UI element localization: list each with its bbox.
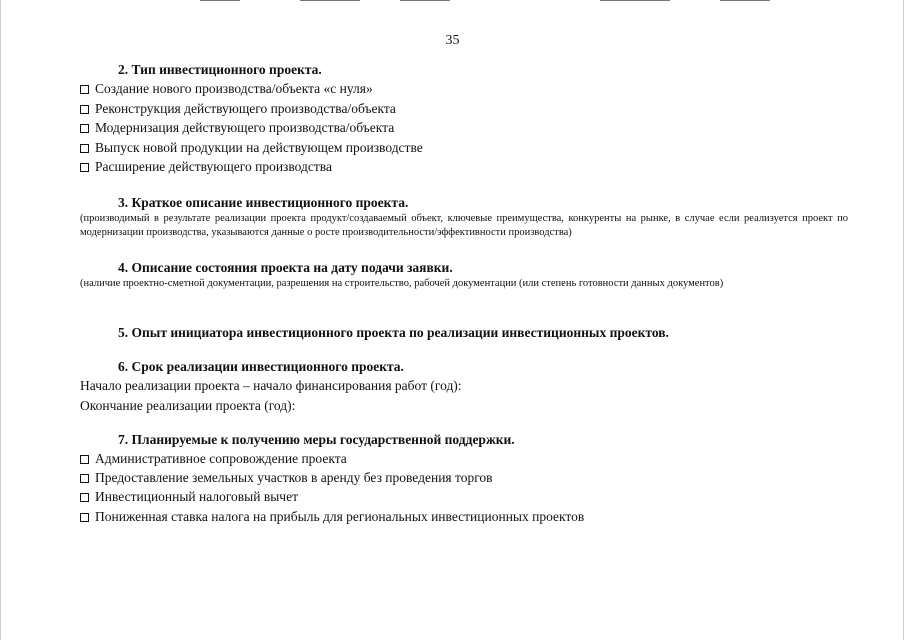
option-label: Выпуск новой продукции на действующем производстве	[95, 140, 423, 155]
implementation-end-label: Окончание реализации проекта (год):	[80, 398, 296, 413]
section-title-short-description: 3. Краткое описание инвестиционного проекта.	[118, 195, 409, 210]
implementation-start-label: Начало реализации проекта – начало финансирования работ (год):	[80, 378, 462, 393]
checkbox-icon[interactable]	[80, 163, 89, 172]
checkbox-option[interactable]	[80, 470, 493, 486]
checkbox-icon[interactable]	[80, 85, 89, 94]
section-note-project-status: (наличие проектно-сметной документации, разрешения на строительство, рабочей документации (или степень готовности данных документов)	[80, 278, 724, 289]
checkbox-option[interactable]	[80, 81, 373, 97]
page-right-edge	[903, 0, 904, 640]
option-label: Предоставление земельных участков в аренду без проведения торгов	[95, 470, 493, 485]
scan-mark	[400, 0, 450, 1]
checkbox-icon[interactable]	[80, 493, 89, 502]
checkbox-icon[interactable]	[80, 124, 89, 133]
scan-mark	[600, 0, 670, 1]
section-title-project-status: 4. Описание состояния проекта на дату подачи заявки.	[118, 260, 453, 275]
checkbox-option[interactable]	[80, 120, 394, 136]
checkbox-icon[interactable]	[80, 474, 89, 483]
checkbox-icon[interactable]	[80, 105, 89, 114]
checkbox-option[interactable]	[80, 451, 347, 467]
checkbox-option[interactable]	[80, 489, 298, 505]
option-label: Инвестиционный налоговый вычет	[95, 489, 298, 504]
section-title-state-support: 7. Планируемые к получению меры государственной поддержки.	[118, 432, 515, 447]
section-title-project-type: 2. Тип инвестиционного проекта.	[118, 62, 322, 77]
checkbox-option[interactable]	[80, 140, 423, 156]
checkbox-icon[interactable]	[80, 144, 89, 153]
section-note-short-description: (производимый в результате реализации проекта продукт/создаваемый объект, ключевые преимущества, конкуренты на рынке, в случае если реализуется проект по модернизации производства, указываются данные о росте производительности/эффективности производства)	[80, 213, 848, 238]
option-label: Административное сопровождение проекта	[95, 451, 347, 466]
option-label: Расширение действующего производства	[95, 159, 332, 174]
checkbox-option[interactable]	[80, 509, 584, 525]
page-left-edge	[0, 0, 1, 640]
scan-mark	[200, 0, 240, 1]
option-label: Создание нового производства/объекта «с нуля»	[95, 81, 373, 96]
checkbox-option[interactable]	[80, 101, 396, 117]
checkbox-icon[interactable]	[80, 513, 89, 522]
page-number: 35	[445, 33, 460, 48]
checkbox-icon[interactable]	[80, 455, 89, 464]
option-label: Реконструкция действующего производства/объекта	[95, 101, 396, 116]
scan-mark	[720, 0, 770, 1]
scan-mark	[300, 0, 360, 1]
option-label: Модернизация действующего производства/объекта	[95, 120, 395, 135]
checkbox-option[interactable]	[80, 159, 332, 175]
section-title-implementation-period: 6. Срок реализации инвестиционного проекта.	[118, 359, 404, 374]
section-title-initiator-experience: 5. Опыт инициатора инвестиционного проекта по реализации инвестиционных проектов.	[118, 325, 669, 340]
option-label: Пониженная ставка налога на прибыль для региональных инвестиционных проектов	[95, 509, 585, 524]
